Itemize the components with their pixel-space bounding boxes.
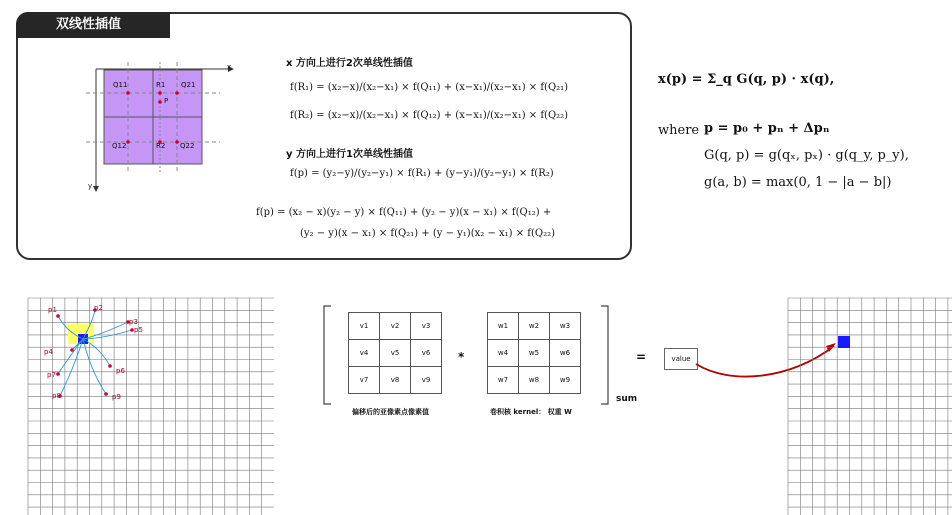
label-r1: R1 <box>156 81 166 89</box>
label-q11: Q11 <box>113 81 128 89</box>
heading-y-interp: y 方向上进行1次单线性插值 <box>286 149 413 160</box>
point-label-p4: p4 <box>44 348 53 356</box>
w-cell: w2 <box>519 313 550 340</box>
formula-full-line2: (y₂ − y)(x − x₁) × f(Q₂₁) + (y − y₁)(x₂ − x₁) × f(Q₂₂) <box>300 228 556 239</box>
x-axis-label: x <box>227 63 232 71</box>
formula-g-def: g(a, b) = max(0, 1 − |a − b|) <box>704 175 892 190</box>
formula-full-line1: f(p) = (x₂ − x)(y₂ − y) × f(Q₁₁) + (y₂ − y)(x − x₁) × f(Q₁₂) + <box>256 207 552 218</box>
point-label-p6: p6 <box>116 367 125 375</box>
label-r2: R2 <box>156 142 166 150</box>
w-cell: w5 <box>519 340 550 367</box>
value-box: value <box>664 348 698 370</box>
panel-title: 双线性插值 <box>16 12 170 38</box>
formula-where: where <box>658 123 700 138</box>
w-cell: w4 <box>488 340 519 367</box>
formula-G-def: G(q, p) = g(qₓ, pₓ) · g(q_y, p_y), <box>704 148 909 163</box>
label-q21: Q21 <box>181 81 196 89</box>
v-cell: v5 <box>380 340 411 367</box>
v-cell: v1 <box>349 313 380 340</box>
point-label-p7: p7 <box>47 371 56 379</box>
w-cell: w1 <box>488 313 519 340</box>
v-cell: v6 <box>411 340 442 367</box>
v-cell: v9 <box>411 367 442 394</box>
multiply-operator: * <box>458 350 465 364</box>
w-cell: w3 <box>550 313 581 340</box>
label-p: P <box>164 97 169 105</box>
label-q12: Q12 <box>112 142 127 150</box>
formula-fr1: f(R₁) = (x₂−x)/(x₂−x₁) × f(Q₁₁) + (x−x₁)/(x₂−x₁) × f(Q₂₁) <box>290 82 569 93</box>
v-cell: v3 <box>411 313 442 340</box>
v-cell: v4 <box>349 340 380 367</box>
label-q22: Q22 <box>180 142 195 150</box>
point-label-p3: p3 <box>129 318 138 326</box>
y-axis-label: y <box>88 182 93 190</box>
v-cell: v2 <box>380 313 411 340</box>
matrix-v-caption: 偏移后的亚像素点像素值 <box>352 408 429 416</box>
w-cell: w8 <box>519 367 550 394</box>
point-label-p1: p1 <box>48 306 57 314</box>
equals-operator: = <box>636 350 647 364</box>
matrix-w-caption: 卷积核 kernel： 权重 W <box>490 408 572 416</box>
w-cell: w7 <box>488 367 519 394</box>
formula-fp: f(p) = (y₂−y)/(y₂−y₁) × f(R₁) + (y−y₁)/(y₂−y₁) × f(R₂) <box>290 168 554 179</box>
formula-p-def: p = p₀ + pₙ + Δpₙ <box>704 121 830 136</box>
point-label-p2: p2 <box>94 304 103 312</box>
output-feature-grid <box>788 298 952 515</box>
v-cell: v7 <box>349 367 380 394</box>
point-label-p8: p8 <box>52 392 61 400</box>
formula-fr2: f(R₂) = (x₂−x)/(x₂−x₁) × f(Q₁₂) + (x−x₁)/(x₂−x₁) × f(Q₂₂) <box>290 110 569 121</box>
point-label-p5: p5 <box>134 326 143 334</box>
w-cell: w6 <box>550 340 581 367</box>
formula-main: x(p) = Σ_q G(q, p) · x(q), <box>658 72 835 87</box>
point-label-p9: p9 <box>112 393 121 401</box>
sum-label: sum <box>616 394 638 404</box>
w-cell: w9 <box>550 367 581 394</box>
heading-x-interp: x 方向上进行2次单线性插值 <box>286 58 413 69</box>
v-cell: v8 <box>380 367 411 394</box>
